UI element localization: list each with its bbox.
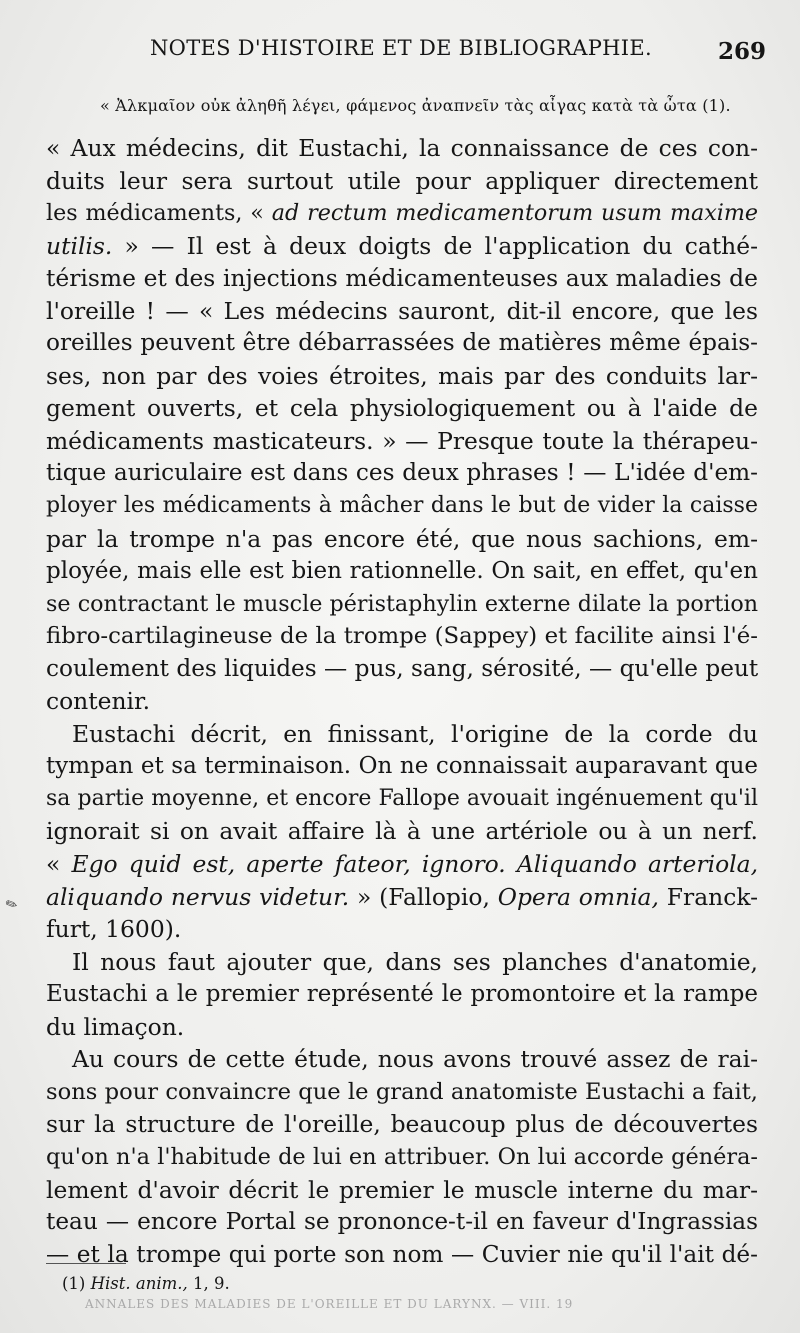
footnote-source: Hist. anim.,: [90, 1274, 188, 1293]
greek-quotation: « Ἀλκμαῖον οὐκ ἀληθῆ λέγει, φάμενος ἀναπνεῖν τὰς αἶγας κατὰ τὰ ὦτα (1).: [100, 96, 731, 115]
text-line: Eustachi a le premier représenté le promontoire et la rampe: [46, 981, 758, 1008]
text-line: teau — encore Portal se prononce-t-il en faveur d'Ingrassias: [46, 1208, 758, 1236]
text-line: — et la trompe qui porte son nom — Cuvier nie qu'il l'ait dé-: [46, 1240, 758, 1268]
text-line: utilis. » — Il est à deux doigts de l'application du cathé-: [46, 231, 758, 260]
text-line: contenir.: [46, 687, 151, 716]
text-line: tympan et sa terminaison. On ne connaissait auparavant que: [46, 753, 758, 780]
text-line: se contractant le muscle péristaphylin externe dilate la portion: [46, 590, 758, 617]
text-line: l'oreille ! — « Les médecins sauront, dit-il encore, que les: [46, 296, 758, 325]
text-line: aliquando nervus videtur. » (Fallopio, Opera omnia, Franck-: [46, 882, 758, 911]
footnote-ref: 1, 9.: [187, 1274, 230, 1293]
running-head: NOTES D'HISTOIRE ET DE BIBLIOGRAPHIE.: [150, 36, 652, 60]
text-line: Au cours de cette étude, nous avons trouvé assez de rai-: [72, 1045, 758, 1074]
text-line: les médicaments, « ad rectum medicamentorum usum maxime: [46, 200, 758, 227]
text-line: sur la structure de l'oreille, beaucoup plus de découvertes: [46, 1110, 758, 1139]
text-line: médicaments masticateurs. » — Presque toute la thérapeu-: [46, 426, 758, 455]
text-line: « Ego quid est, aperte fateor, ignoro. Aliquando arteriola,: [46, 850, 759, 879]
footnote-number: (1): [62, 1274, 86, 1293]
text-line: sa partie moyenne, et encore Fallope avouait ingénuement qu'il: [46, 785, 758, 811]
text-line: ployée, mais elle est bien rationnelle. On sait, en effet, qu'en: [46, 558, 758, 585]
text-line: térisme et des injections médicamenteuses aux maladies de: [46, 264, 758, 293]
text-line: sons pour convaincre que le grand anatomiste Eustachi a fait,: [46, 1078, 758, 1105]
text-line: « Aux médecins, dit Eustachi, la connaissance de ces con-: [46, 134, 758, 162]
margin-pencil-mark: ✎: [3, 895, 21, 915]
bleed-through-footer: ANNALES DES MALADIES DE L'OREILLE ET DU LARYNX. — VIII. 19: [85, 1297, 574, 1311]
text-line: Eustachi décrit, en finissant, l'origine de la corde du: [72, 719, 758, 748]
text-line: coulement des liquides — pus, sang, sérosité, — qu'elle peut: [46, 654, 759, 682]
text-line: tique auriculaire est dans ces deux phrases ! — L'idée d'em-: [46, 459, 758, 487]
text-line: furt, 1600).: [46, 915, 182, 944]
text-line: Il nous faut ajouter que, dans ses planches d'anatomie,: [72, 947, 758, 976]
text-line: duits leur sera surtout utile pour appliquer directement: [46, 166, 758, 195]
text-line: oreilles peuvent être débarrassées de matières même épais-: [46, 329, 758, 357]
text-line: lement d'avoir décrit le premier le muscle interne du mar-: [46, 1175, 758, 1204]
text-line: ployer les médicaments à mâcher dans le but de vider la caisse: [46, 493, 758, 519]
footnote-rule: [46, 1263, 126, 1264]
text-line: par la trompe n'a pas encore été, que nous sachions, em-: [46, 524, 758, 553]
text-line: fibro-cartilagineuse de la trompe (Sappey) et facilite ainsi l'é-: [46, 623, 758, 650]
text-line: du limaçon.: [46, 1012, 185, 1041]
text-line: ses, non par des voies étroites, mais par des conduits lar-: [46, 361, 758, 390]
body-text: [46, 132, 758, 1271]
page-number: 269: [718, 38, 767, 65]
text-line: gement ouverts, et cela physiologiquement ou à l'aide de: [46, 394, 758, 423]
footnote: [62, 1274, 230, 1293]
text-line: qu'on n'a l'habitude de lui en attribuer. On lui accorde généra-: [46, 1143, 758, 1170]
text-line: ignorait si on avait affaire là à une artériole ou à un nerf.: [46, 817, 758, 846]
